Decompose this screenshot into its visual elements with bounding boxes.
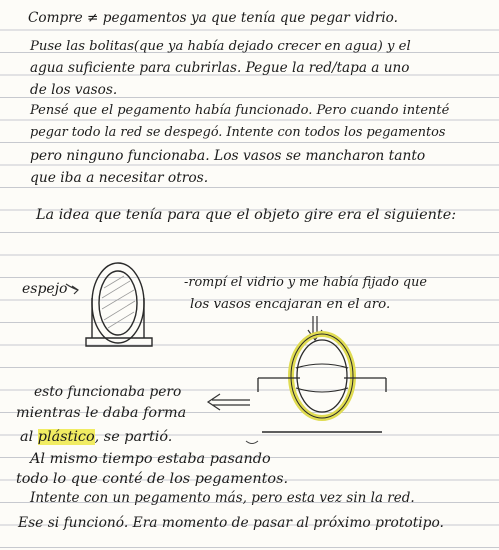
text-line-6: pegar todo la red se despegó. Intente con todos los pegamentos bbox=[30, 125, 446, 140]
text-line-3: agua suficiente para cubrirlas. Pegue la red/tapa a uno bbox=[30, 60, 410, 76]
glasses-ring-sketch bbox=[258, 334, 386, 432]
works-line-2: mientras le daba forma bbox=[16, 405, 187, 421]
text-line-1: Compre ≠ pegamentos ya que tenía que pegar vidrio. bbox=[28, 10, 398, 26]
text-line-5: Pensé que el pegamento había funcionado. Pero cuando intenté bbox=[30, 103, 450, 118]
final-line-4: Ese si funcionó. Era momento de pasar al próximo prototipo. bbox=[18, 515, 444, 531]
works-line-3-prefix: al bbox=[20, 429, 34, 445]
works-line-3 bbox=[20, 430, 172, 444]
works-line-3-suffix: , se partió. bbox=[94, 429, 173, 445]
text-line-7: pero ninguno funcionaba. Los vasos se mancharon tanto bbox=[30, 148, 426, 164]
text-line-2: Puse las bolitas(que ya había dejado crecer en agua) y el bbox=[30, 39, 411, 54]
highlighted-word: plástico bbox=[37, 429, 95, 445]
left-arrow-icon bbox=[208, 394, 250, 410]
broke-note-line-2: los vasos encajaran en el aro. bbox=[190, 297, 391, 312]
text-line-9: La idea que tenía para que el objeto gire era el siguiente: bbox=[36, 207, 457, 223]
text-line-4: de los vasos. bbox=[30, 82, 118, 98]
small-mark-icon bbox=[246, 441, 258, 444]
broke-note-line-1: -rompí el vidrio y me había fijado que bbox=[184, 275, 427, 290]
text-line-8: que iba a necesitar otros. bbox=[30, 170, 209, 186]
final-line-2: todo lo que conté de los pegamentos. bbox=[16, 471, 289, 487]
works-line-1: esto funcionaba pero bbox=[34, 384, 182, 400]
arrow-mirror-icon bbox=[66, 284, 78, 294]
mirror-sketch bbox=[86, 263, 152, 346]
mirror-label: espejo bbox=[22, 281, 68, 297]
final-line-3: Intente con un pegamento más, pero esta vez sin la red. bbox=[30, 490, 415, 506]
final-line-1: Al mismo tiempo estaba pasando bbox=[30, 451, 271, 467]
